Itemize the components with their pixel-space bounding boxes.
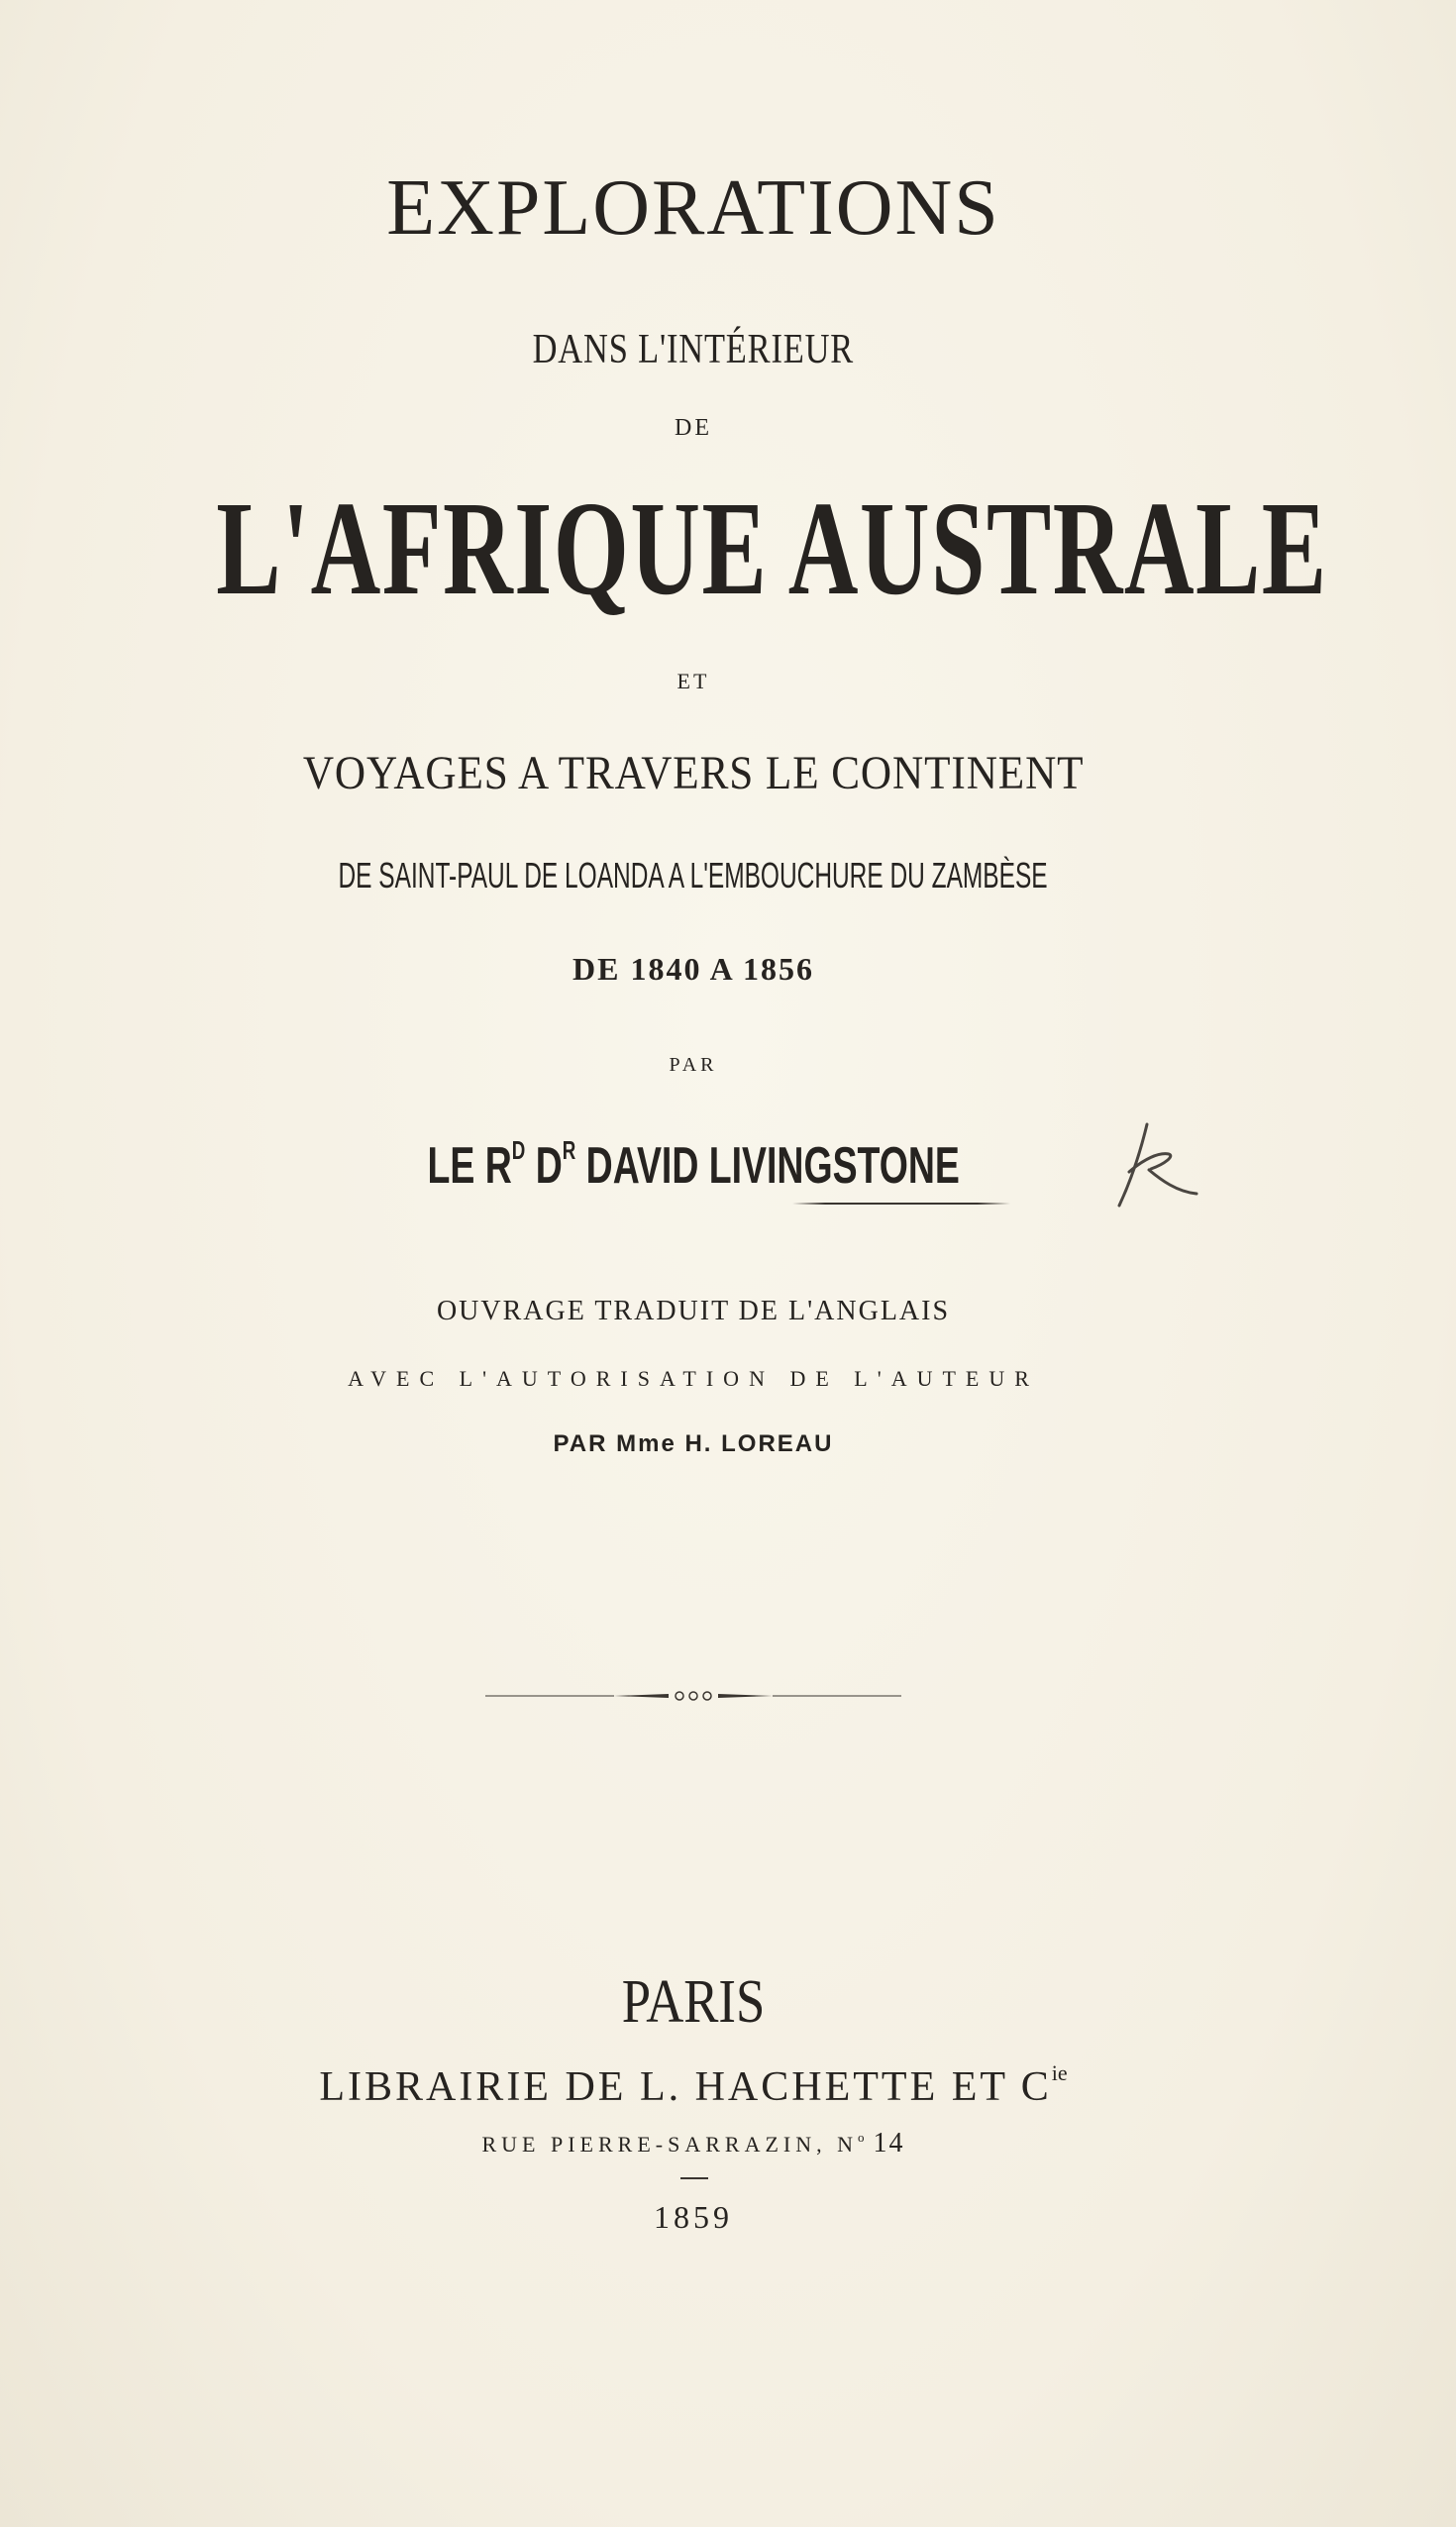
by-label: PAR	[669, 1054, 718, 1076]
subtitle-line-2: DE	[675, 415, 712, 441]
conjunction: ET	[676, 669, 710, 693]
date-range: DE 1840 A 1856	[572, 951, 815, 987]
book-title: EXPLORATIONS	[386, 164, 1000, 252]
translator-credit: PAR Mme H. LOREAU	[553, 1430, 834, 1457]
publication-city: PARIS	[621, 1968, 766, 2036]
authorization-note: AVEC L'AUTORISATION DE L'AUTEUR	[348, 1366, 1039, 1391]
svg-text:K: K	[1090, 1114, 1091, 1115]
publisher: LIBRAIRIE DE L. HACHETTE ET $C^{ie}$	[319, 2060, 1068, 2110]
handwritten-mark-icon	[1090, 1114, 1208, 1213]
publisher-address: RUE PIERRE-SARRAZIN, $N^o$ 14	[481, 2128, 905, 2158]
author-underline	[792, 1203, 1010, 1205]
second-title: VOYAGES A TRAVERS LE CONTINENT	[302, 747, 1085, 799]
author-full: LE $R^D$ $D^R$ DAVID LIVINGSTONE	[427, 1135, 960, 1195]
publication-year: 1859	[654, 2199, 733, 2235]
subtitle-line-1: DANS L'INTÉRIEUR	[532, 327, 855, 372]
main-title: L'AFRIQUE AUSTRALE	[216, 474, 1328, 623]
short-divider	[680, 2177, 708, 2179]
route-subtitle: DE SAINT-PAUL DE LOANDA A L'EMBOUCHURE DU ZAMBÈSE	[338, 855, 1049, 895]
translation-note: OUVRAGE TRADUIT DE L'ANGLAIS	[436, 1296, 951, 1326]
ornamental-divider-icon	[485, 1684, 901, 1708]
